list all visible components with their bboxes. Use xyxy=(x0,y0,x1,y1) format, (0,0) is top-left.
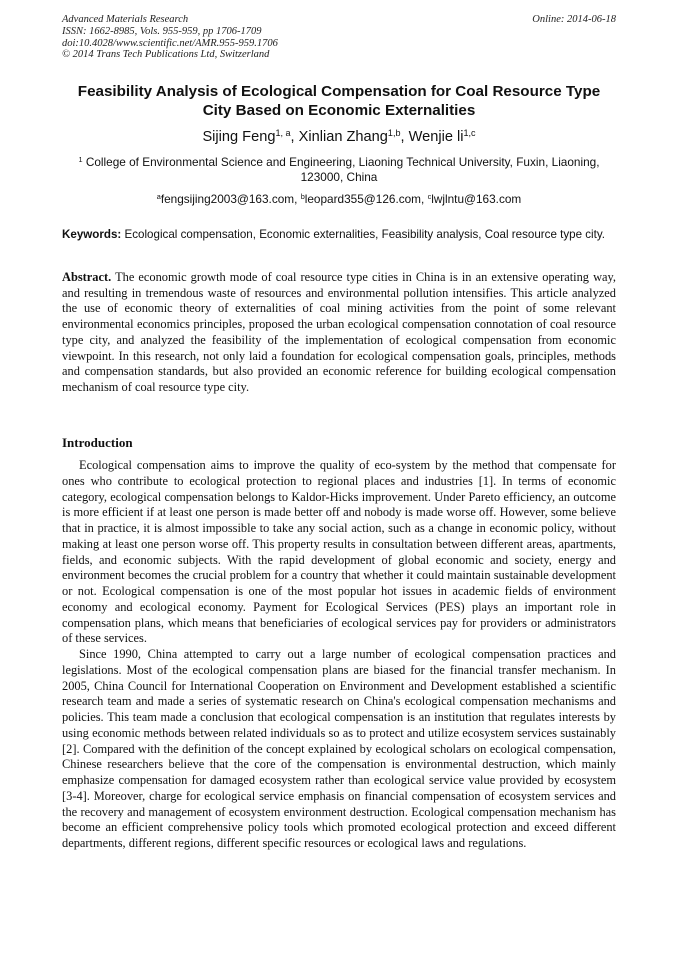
copyright-line: © 2014 Trans Tech Publications Ltd, Switzerland xyxy=(62,49,270,61)
author-name: Wenjie li xyxy=(408,129,464,145)
abstract-text: The economic growth mode of coal resource type cities in China is in an extensive operating way, and resulting in tremendous waste of resources and environmental pollution intensifies. This article analyzed the use of economic theory of externalities of coal mining activities from the point of some relevant environmental economics principles, proposed the urban ecological compensation connotation of coal resource type city, and analyzed the feasibility of the implementation of ecological compensation from economic viewpoint. In this research, not only laid a foundation for ecological compensation goals, principles, methods and compensation standards, but also provided an economic reference for building ecological compensation mechanism of coal resource type city. xyxy=(62,270,616,394)
email-separator: , xyxy=(294,192,301,206)
affiliation-mark: 1 xyxy=(78,154,83,164)
keywords-text: Ecological compensation, Economic externalities, Feasibility analysis, Coal resource type city. xyxy=(121,228,605,241)
email-mark: b xyxy=(300,191,305,201)
author-separator: , xyxy=(290,129,299,145)
author-name: Xinlian Zhang xyxy=(298,129,388,145)
online-date: Online: 2014-06-18 xyxy=(532,14,616,25)
author-affiliation-mark: 1,c xyxy=(463,128,476,139)
title-line-2: City Based on Economic Externalities xyxy=(202,101,476,119)
abstract xyxy=(62,270,616,396)
email-mark: a xyxy=(156,191,161,201)
email-link[interactable]: fengsijing2003@163.com xyxy=(160,192,295,206)
email-link[interactable]: lwjlntu@163.com xyxy=(431,192,522,206)
author-affiliation-mark: 1,b xyxy=(387,128,401,139)
author-name: Sijing Feng xyxy=(202,129,276,145)
author-emails xyxy=(62,192,616,207)
author-separator: , xyxy=(400,129,409,145)
paper-title xyxy=(62,83,616,120)
author-affiliation-mark: 1, a xyxy=(275,128,291,139)
journal-header xyxy=(62,14,616,61)
introduction-body xyxy=(62,458,616,852)
section-heading-introduction: Introduction xyxy=(62,435,133,450)
email-separator: , xyxy=(421,192,428,206)
affiliation-text: College of Environmental Science and Engineering, Liaoning Technical University, Fuxin, Liaoning, 123000, China xyxy=(82,155,600,184)
issn-line: ISSN: 1662-8985, Vols. 955-959, pp 1706-1709 xyxy=(62,25,262,37)
body-paragraph: Ecological compensation aims to improve the quality of eco-system by the method that compensate for ones who contribute to ecological protection to regional places and industries [1]. In terms of economic category, ecological compensation belongs to Kaldor-Hicks improvement. Under Pareto efficiency, an outcome is more efficient if at least one person is made better off and nobody is made worse off. However, some believe that in practice, it is almost impossible to take any social action, such as a change in economic policy, without making at least one person worse off. This property results in consultation between different areas, apartments, fields, and economic subjects. With the rapid development of global economic and society, energy and environment becomes the crucial problem for a country that whether it could maintain sustainable development or not. Ecological compensation is one of the most popular hot issues in academic fields of environment economy and ecological economy. Payment for Ecological Services (PES) plays an important role in compensation plans, which means that beneficiaries of ecological services pay for providers or administrators of these services. xyxy=(62,458,616,646)
body-paragraph: Since 1990, China attempted to carry out a large number of ecological compensation practices and legislations. Most of the ecological compensation plans are biased for the financial transfer mechanism. In 2005, China Council for International Cooperation on Environment and Development established a scientific research team and made a series of systematic research on China's ecological compensation mechanisms and policies. This team made a conclusion that ecological compensation is an institution that regulates interests by using economic methods between related individuals so as to protect and utilize ecosystem services sustainably [2]. Compared with the definition of the concept explained by ecological scholars on ecological compensation, Chinese researchers believe that the core of the compensation is environmental destruction, which mainly emphasize compensation for damaged ecosystem rather than ecological service value provided by ecosystem [3-4]. Moreover, charge for ecological service emphasis on financial compensation of ecosystem services and the recovery and management of ecosystem environment destruction. Ecological compensation mechanism has become an efficient comprehensive policy tools which promoted ecological protection and exceed different departments, different regions, different specific resources or ecological laws and regulations. xyxy=(62,647,616,850)
journal-name: Advanced Materials Research xyxy=(62,14,189,25)
title-line-1: Feasibility Analysis of Ecological Compensation for Coal Resource Type xyxy=(77,83,601,100)
email-link[interactable]: leopard355@126.com xyxy=(304,192,422,206)
keywords xyxy=(62,227,616,243)
affiliation xyxy=(62,155,616,185)
email-mark: c xyxy=(427,191,432,201)
keywords-label: Keywords: xyxy=(62,228,122,241)
author-list xyxy=(62,128,616,146)
abstract-label: Abstract. xyxy=(62,270,112,284)
doi-line[interactable]: doi:10.4028/www.scientific.net/AMR.955-959.1706 xyxy=(62,37,278,49)
